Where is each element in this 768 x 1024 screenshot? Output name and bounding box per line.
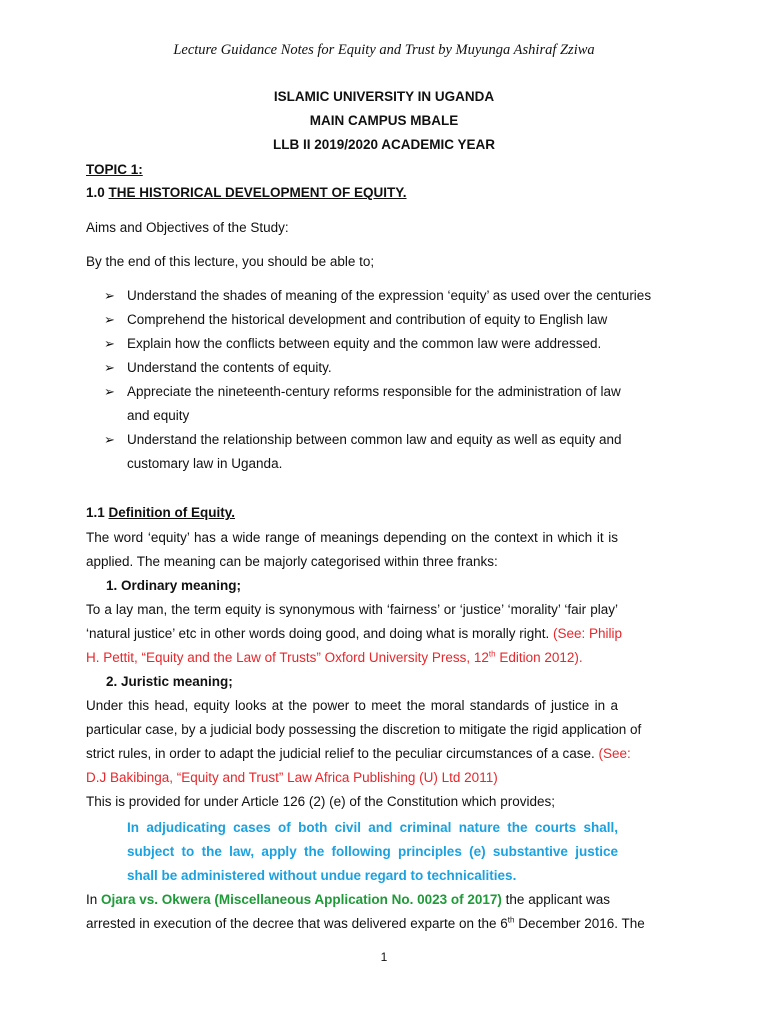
bullet-arrow-icon: ➢ (104, 384, 115, 399)
university-title: ISLAMIC UNIVERSITY IN UGANDA (273, 89, 495, 104)
case-line (86, 916, 645, 931)
case-line (86, 892, 610, 907)
case-text: arrested in execution of the decree that was delivered exparte on the 6 (86, 916, 508, 931)
section-1-0-heading (86, 185, 407, 200)
juristic-line: particular case, by a judicial body possessing the discretion to mitigate the rigid application of (86, 722, 642, 737)
list-item: Understand the contents of equity. (127, 360, 332, 375)
definition-line: applied. The meaning can be majorly categorised within three franks: (86, 554, 498, 569)
case-text: the applicant was (501, 892, 610, 907)
running-header: Lecture Guidance Notes for Equity and Trust by Muyunga Ashiraf Zziwa (173, 42, 595, 58)
list-item-continuation: customary law in Uganda. (127, 456, 283, 471)
constitution-quote: shall be administered without undue regard to technicalities. (127, 868, 517, 883)
citation: Edition 2012). (495, 650, 583, 665)
section-title: THE HISTORICAL DEVELOPMENT OF EQUITY. (108, 185, 407, 200)
bullet-arrow-icon: ➢ (104, 312, 115, 327)
constitution-quote: In adjudicating cases of both civil and criminal nature the courts shall, (127, 820, 618, 835)
topic-heading: TOPIC 1: (86, 162, 143, 177)
citation: H. Pettit, “Equity and the Law of Trusts” Oxford University Press, 12 (86, 650, 489, 665)
section-title: Definition of Equity. (108, 505, 236, 520)
citation: (See: (598, 746, 631, 761)
bullet-arrow-icon: ➢ (104, 360, 115, 375)
list-item: Explain how the conflicts between equity and the common law were addressed. (127, 336, 602, 351)
citation: (See: Philip (553, 626, 623, 641)
juristic-line (86, 746, 631, 761)
ordinary-line: To a lay man, the term equity is synonymous with ‘fairness’ or ‘justice’ ‘morality’ ‘fair play’ (86, 602, 618, 617)
aims-text: Aims and Objectives of the Study: (86, 220, 289, 235)
bullet-arrow-icon: ➢ (104, 432, 115, 447)
juristic-meaning-heading: 2. Juristic meaning; (106, 674, 233, 689)
citation-line (86, 650, 583, 665)
article-text: This is provided for under Article 126 (2) (e) of the Constitution which provides; (86, 794, 555, 809)
case-name: Ojara vs. Okwera (Miscellaneous Application No. 0023 of 2017) (101, 892, 502, 907)
constitution-quote: subject to the law, apply the following principles (e) substantive justice (127, 844, 618, 859)
definition-line: The word ‘equity’ has a wide range of meanings depending on the context in which it is (86, 530, 618, 545)
citation-line: D.J Bakibinga, “Equity and Trust” Law Africa Publishing (U) Ltd 2011) (86, 770, 498, 785)
superscript: th (507, 915, 515, 925)
list-item: Understand the shades of meaning of the expression ‘equity’ as used over the centuries (127, 288, 652, 303)
superscript: th (488, 649, 496, 659)
case-text: In (86, 892, 102, 907)
ordinary-text: ‘natural justice’ etc in other words doing good, and doing what is morally right. (86, 626, 554, 641)
year-title: LLB II 2019/2020 ACADEMIC YEAR (272, 137, 496, 152)
juristic-line: Under this head, equity looks at the power to meet the moral standards of justice in a (86, 698, 618, 713)
list-item: Appreciate the nineteenth-century reforms responsible for the administration of law (127, 384, 621, 399)
list-item-continuation: and equity (127, 408, 190, 423)
list-item: Understand the relationship between common law and equity as well as equity and (127, 432, 622, 447)
bullet-arrow-icon: ➢ (104, 288, 115, 303)
case-text: December 2016. The (514, 916, 645, 931)
juristic-text: strict rules, in order to adapt the judicial relief to the peculiar circumstances of a case. (86, 746, 599, 761)
intro-text: By the end of this lecture, you should be able to; (86, 254, 375, 269)
ordinary-line (86, 626, 622, 641)
section-number: 1.1 (86, 505, 109, 520)
campus-title: MAIN CAMPUS MBALE (309, 113, 459, 128)
list-item: Comprehend the historical development and contribution of equity to English law (127, 312, 608, 327)
ordinary-meaning-heading: 1. Ordinary meaning; (106, 578, 242, 593)
bullet-arrow-icon: ➢ (104, 336, 115, 351)
section-1-1-heading (86, 505, 235, 520)
page-number: 1 (380, 950, 388, 964)
section-number: 1.0 (86, 185, 109, 200)
